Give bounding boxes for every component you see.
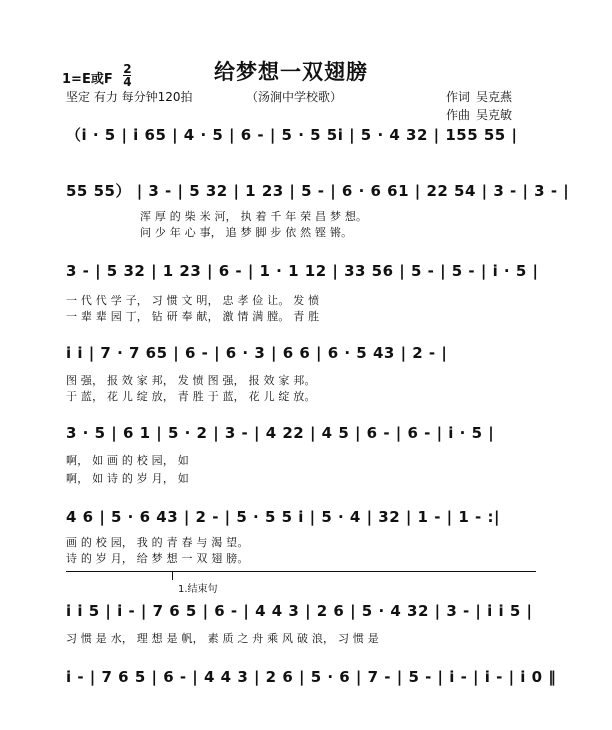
song-title: 给梦想一双翅膀: [214, 60, 368, 84]
time-signature: $\frac{2}{4}$: [123, 62, 132, 89]
tempo-marking: 坚定 有力 每分钟120拍: [66, 90, 193, 104]
notes: 3 · 5 | 6 1 | 5 · 2 | 3 - | 4 22 | 4 5 | 6 - | 6 - | i · 5 |: [66, 424, 495, 442]
notes: i i 5 | i - | 7 6 5 | 6 - | 4 4 3 | 2 6 | 5 · 4 32 | 3 - | i i 5 |: [66, 602, 533, 620]
score-line-8: [66, 668, 557, 690]
score-line-7: [66, 602, 548, 624]
lyric-verse-1: 啊， 如 画 的 校 园， 如: [66, 454, 189, 467]
school-song-note: （汤涧中学校歌）: [246, 90, 343, 104]
lyric-verse-2: 诗 的 岁 月， 给 梦 想 一 双 翅 膀。: [66, 552, 249, 565]
notes: 3 - | 5 32 | 1 23 | 6 - | 1 · 1 12 | 33 56 | 5 - | 5 - | i · 5 |: [66, 262, 539, 280]
lyric-verse-1: 图 强， 报 效 家 邦， 发 愤 图 强， 报 效 家 邦。: [66, 374, 316, 387]
lyric-verse-2: 一 辈 辈 园 丁， 钻 研 奉 献， 激 情 满 膛。 青 胜: [66, 310, 320, 323]
ending-bracket: [66, 571, 536, 578]
notes: 55 55） | 3 - | 5 32 | 1 23 | 5 - | 6 · 6 61 | 22 54 | 3 - | 3 - |: [66, 182, 570, 200]
ending-label: 1.结束句: [178, 584, 218, 595]
key-signature: 1=E或F $\frac{2}{4}$: [62, 62, 132, 89]
lyric-verse-2: 问 少 年 心 事， 追 梦 脚 步 依 然 铿 锵。: [140, 226, 353, 239]
composer-credit: 作曲 吴克敏: [446, 108, 513, 122]
lyric-verse-1: 画 的 校 园， 我 的 青 春 与 渴 望。: [66, 536, 249, 549]
lyricist-credit: 作词 吴克燕: [446, 90, 513, 104]
score-line-2: [66, 180, 570, 202]
score-line-4: [66, 344, 548, 366]
notes: 4 6 | 5 · 6 43 | 2 - | 5 · 5 5 i | 5 · 4 | 32 | 1 - | 1 - :|: [66, 508, 500, 526]
lyric-verse-2: 于 蓝， 花 儿 绽 放， 青 胜 于 蓝， 花 儿 绽 放。: [66, 390, 316, 403]
score-line-3: [66, 262, 548, 284]
score-line-6: [66, 508, 548, 530]
notes: （i · 5 | i 65 | 4 · 5 | 6 - | 5 · 5 5i | 5 · 4 32 | 155 55 |: [66, 126, 518, 144]
notes: i i | 7 · 7 65 | 6 - | 6 · 3 | 6 6 | 6 · 5 43 | 2 - |: [66, 344, 448, 362]
lyric-verse-1: 浑 厚 的 柴 米 河， 执 着 千 年 荣 昌 梦 想。: [140, 210, 368, 223]
lyric-ending: 习 惯 是 水， 理 想 是 帆， 素 质 之 舟 乘 风 破 浪， 习 惯 是: [66, 632, 379, 645]
lyric-verse-2: 啊， 如 诗 的 岁 月， 如: [66, 472, 189, 485]
score-line-5: [66, 424, 548, 446]
score-line-1: [66, 124, 548, 146]
lyric-verse-1: 一 代 代 学 子， 习 惯 文 明， 忠 孝 俭 让。 发 愤: [66, 294, 320, 307]
notes: i - | 7 6 5 | 6 - | 4 4 3 | 2 6 | 5 · 6 | 7 - | 5 - | i - | i - | i 0 ‖: [66, 668, 557, 686]
